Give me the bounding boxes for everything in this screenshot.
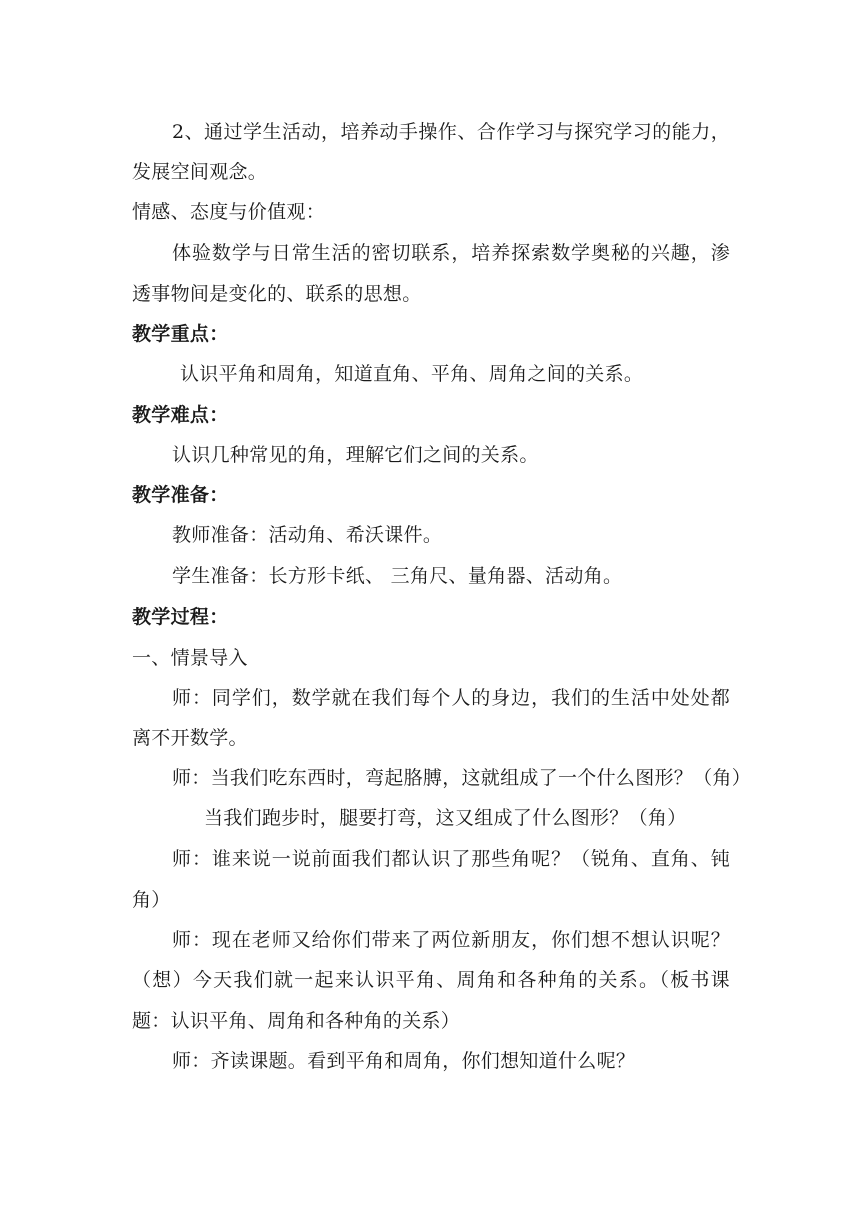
paragraph-line: 角）: [132, 889, 171, 911]
paragraph-line: 2、通过学生活动，培养动手操作、合作学习与探究学习的能力，: [172, 121, 730, 143]
heading-key-points: 教学重点：: [132, 323, 229, 345]
paragraph-line: （想）今天我们就一起来认识平角、周角和各种角的关系。（板书课: [132, 969, 730, 991]
paragraph-line: 认识几种常见的角，理解它们之间的关系。: [172, 444, 539, 466]
paragraph-line: 师：现在老师又给你们带来了两位新朋友，你们想不想认识呢？: [172, 929, 730, 951]
paragraph-line: 离不开数学。: [132, 727, 248, 749]
heading-process: 教学过程：: [132, 606, 229, 628]
paragraph-line: 认识平角和周角，知道直角、平角、周角之间的关系。: [180, 363, 644, 385]
paragraph-line: 题：认识平角、周角和各种角的关系）: [132, 1010, 461, 1032]
paragraph-line: 体验数学与日常生活的密切联系，培养探索数学奥秘的兴趣，渗: [172, 242, 730, 264]
paragraph-line: 师：齐读课题。看到平角和周角，你们想知道什么呢？: [172, 1050, 636, 1072]
heading-preparation: 教学准备：: [132, 484, 229, 506]
section-label: 情感、态度与价值观：: [132, 201, 326, 223]
paragraph-line: 师：当我们吃东西时，弯起胳膊，这就组成了一个什么图形？（角）: [172, 767, 752, 789]
paragraph-line: 发展空间观念。: [132, 161, 268, 183]
section-label: 一、情景导入: [132, 647, 248, 669]
paragraph-line: 师：同学们，数学就在我们每个人的身边，我们的生活中处处都: [172, 687, 730, 709]
paragraph-line: 学生准备：长方形卡纸、 三角尺、量角器、活动角。: [172, 565, 623, 587]
paragraph-line: 透事物间是变化的、联系的思想。: [132, 283, 422, 305]
heading-difficulties: 教学难点：: [132, 404, 229, 426]
paragraph-line: 教师准备：活动角、希沃课件。: [172, 524, 443, 546]
paragraph-line: 当我们跑步时，腿要打弯，这又组成了什么图形？（角）: [204, 807, 687, 829]
paragraph-line: 师：谁来说一说前面我们都认识了那些角呢？（锐角、直角、钝: [172, 848, 730, 870]
